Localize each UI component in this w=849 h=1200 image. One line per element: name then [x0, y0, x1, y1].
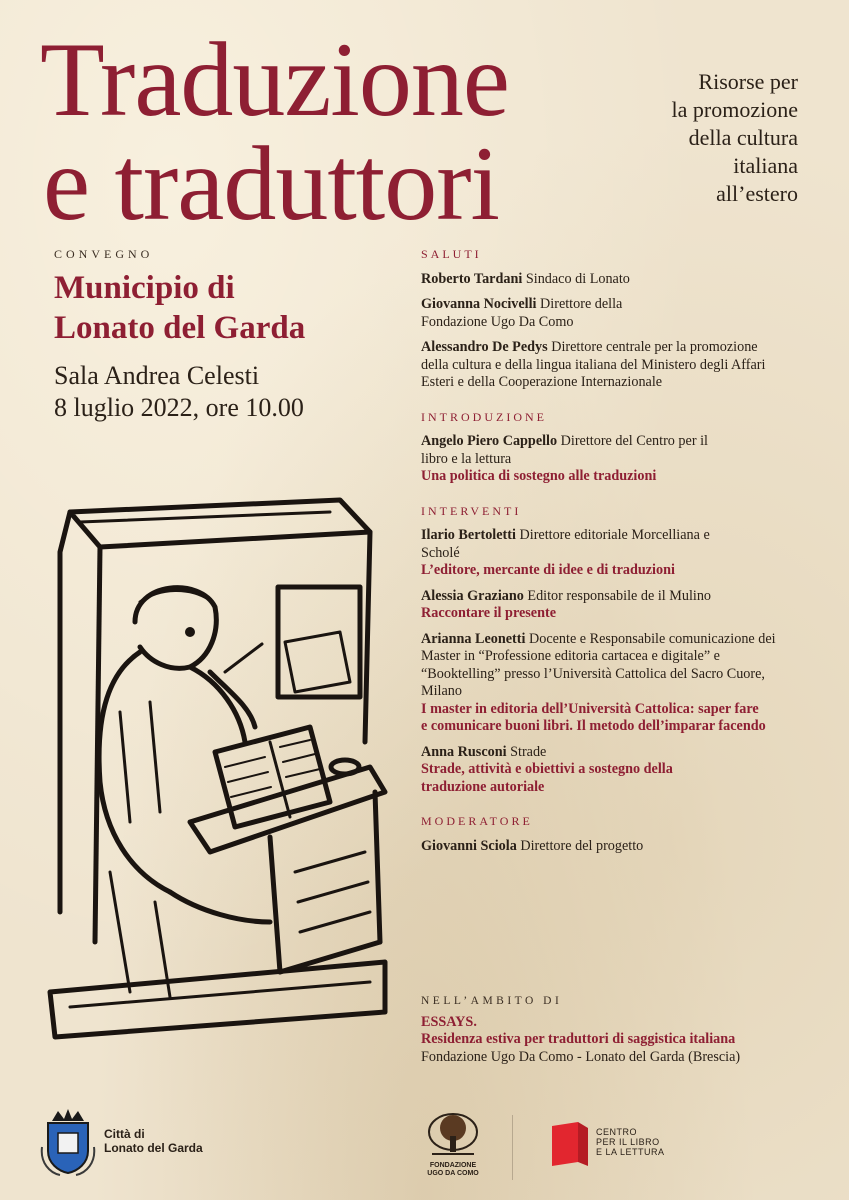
speaker: [421, 838, 811, 856]
speaker-role: Direttore editoriale Morcelliana e Scholé: [421, 527, 710, 561]
essays-org: Fondazione Ugo Da Como - Lonato del Garda (Brescia): [421, 1048, 741, 1065]
speaker-name: Ilario Bertoletti: [421, 527, 516, 543]
speaker-role: Direttore della Fondazione Ugo Da Como: [421, 296, 623, 330]
section-interventi: [421, 503, 811, 797]
speaker: [421, 271, 811, 289]
speaker: [421, 296, 671, 331]
centro-line-3: E LA LETTURA: [596, 1147, 665, 1157]
logo-fondazione-ugo-da-como: [418, 1110, 488, 1190]
citta-line-2: Lonato del Garda: [104, 1141, 203, 1155]
speaker: [421, 588, 811, 623]
subtitle-line: all’estero: [716, 181, 798, 206]
event-type: CONVEGNO: [54, 247, 154, 261]
event-hall: Sala Andrea Celesti: [54, 361, 260, 390]
section-label: MODERATORE: [421, 814, 533, 828]
talk-title: L’editore, mercante di idee e di traduzioni: [421, 562, 675, 578]
book-mark-icon: [548, 1120, 592, 1168]
subtitle-line: italiana: [733, 153, 798, 178]
section-saluti: [421, 246, 811, 392]
talk-title: Raccontare il presente: [421, 605, 557, 621]
talk-title: Strade, attività e obiettivi a sostegno della traduzione autoriale: [421, 761, 673, 795]
centro-line-2: PER IL LIBRO: [596, 1137, 660, 1147]
essays-title: ESSAYS.: [421, 1013, 477, 1030]
speaker-name: Alessia Graziano: [421, 587, 524, 604]
woodcut-scribe-illustration: [40, 492, 390, 1054]
essays-residency: Residenza estiva per traduttori di saggistica italiana: [421, 1031, 736, 1047]
speaker: [421, 744, 721, 797]
speaker: [421, 339, 773, 392]
speaker-name: Anna Rusconi: [421, 743, 507, 760]
event-hall-datetime: [54, 360, 304, 424]
speaker-role: Direttore del progetto: [516, 837, 644, 854]
section-moderatore: [421, 813, 811, 855]
section-label: INTRODUZIONE: [421, 409, 547, 424]
logo-citta-lonato: [40, 1107, 220, 1177]
speaker-role: Direttore centrale per la promozione della cultura e della lingua italiana del Ministero degli Affari Esteri e della Cooperazione Internazionale: [421, 339, 766, 390]
venue-line-1: Municipio di: [54, 270, 235, 306]
event-datetime: 8 luglio 2022, ore 10.00: [54, 393, 304, 422]
speaker: [421, 527, 731, 580]
subtitle-line: la promozione: [671, 97, 798, 122]
tree-emblem-icon: [418, 1110, 488, 1160]
citta-line-1: Città di: [104, 1127, 145, 1141]
section-introduzione: [421, 409, 811, 486]
fondazione-line-2: UGO DA COMO: [427, 1170, 479, 1177]
section-label: SALUTI: [421, 247, 482, 261]
speaker-role: Sindaco di Lonato: [522, 270, 630, 287]
poster-subtitle: [672, 68, 798, 208]
speaker-name: Arianna Leonetti: [421, 630, 526, 647]
fondazione-line-1: FONDAZIONE: [429, 1162, 477, 1169]
speaker-name: Giovanni Sciola: [421, 837, 517, 854]
speaker-role: Docente e Responsabile comunicazione dei Master in “Professione editoria cartacea e digitale” e “Booktelling” presso l’Università Cattolica del Sacro Cuore, Milano: [421, 630, 776, 699]
coat-of-arms-icon: [40, 1107, 96, 1177]
section-label: INTERVENTI: [421, 503, 522, 518]
subtitle-line: della cultura: [688, 125, 798, 150]
speaker-name: Angelo Piero Cappello: [421, 433, 558, 449]
speaker-role: Editor responsabile de il Mulino: [523, 587, 712, 604]
title-line-2: e traduttori: [43, 125, 499, 242]
logo-centro-libro-lettura: [548, 1120, 688, 1170]
poster-title: [40, 21, 509, 242]
speaker-name: Roberto Tardani: [421, 270, 523, 287]
speaker-role: Strade: [506, 743, 547, 760]
logo-divider: [512, 1115, 513, 1180]
subtitle-line: Risorse per: [698, 69, 798, 94]
program: [421, 246, 811, 872]
talk-title: Una politica di sostegno alle traduzioni: [421, 468, 657, 484]
footer-label: NELL’AMBITO DI: [421, 995, 563, 1007]
talk-title: I master in editoria dell’Università Cattolica: saper fare e comunicare buoni libri. Il metodo dell’imparar facendo: [421, 700, 766, 734]
venue-line-2: Lonato del Garda: [54, 310, 306, 346]
speaker: [421, 631, 783, 736]
speaker: [421, 433, 711, 486]
centro-line-1: CENTRO: [596, 1127, 637, 1137]
speaker-name: Giovanna Nocivelli: [421, 296, 537, 312]
footer-essays: [421, 993, 821, 1066]
speaker-name: Alessandro De Pedys: [421, 339, 548, 355]
speaker-role: Direttore del Centro per il libro e la lettura: [421, 433, 708, 467]
title-line-1: Traduzione: [40, 21, 509, 138]
event-venue: [54, 268, 305, 348]
